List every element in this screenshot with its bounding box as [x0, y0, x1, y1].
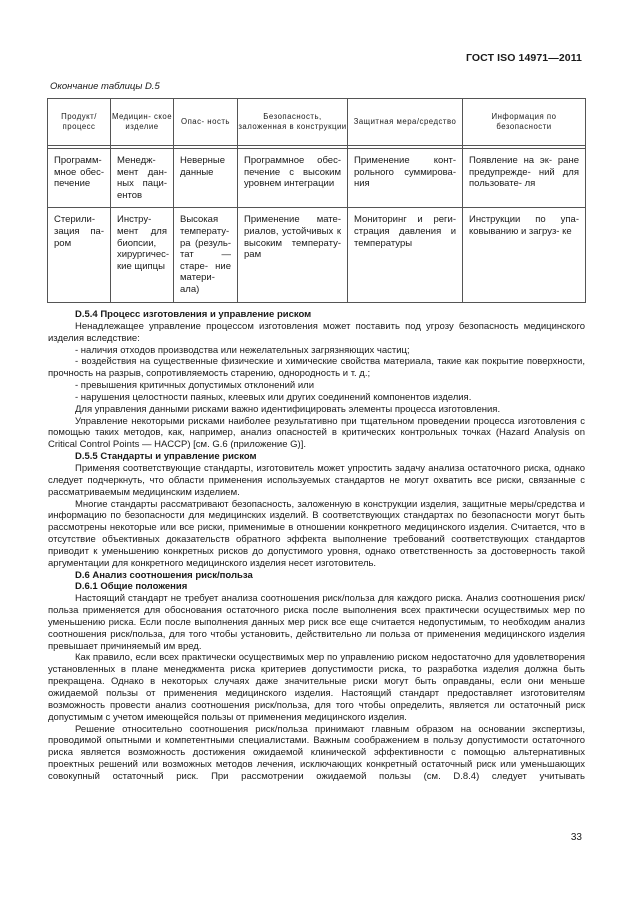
table-cell: Инстру- мент для биопсии, хирургичес- кие щипцы — [111, 208, 174, 302]
table-cell: Применение конт- рольного суммирова- ния — [348, 149, 463, 208]
table-cell: Менедж- мент дан- ных паци- ентов — [111, 149, 174, 208]
list-item: - воздействия на существенные физические и химические свойства материала, такие как покрытие поверхности, прочность на разрыв, сопротивляемость старению, однородность и т. д.; — [48, 356, 585, 380]
col-header-protective-measure: Защитная мера/средство — [348, 99, 463, 146]
document-body — [48, 309, 585, 783]
table-row — [48, 208, 586, 302]
col-header-hazard: Опас- ность — [174, 99, 238, 146]
standard-designation: ГОСТ ISO 14971—2011 — [465, 52, 582, 64]
table-cell: Программ- мное обес- печение — [48, 149, 111, 208]
section-heading: D.6.1 Общие положения — [75, 581, 188, 593]
table-row — [48, 149, 586, 208]
list-item: - превышения критичных допустимых отклонений или — [75, 380, 315, 392]
section-heading: D.5.5 Стандарты и управление риском — [75, 451, 257, 463]
paragraph: Многие стандарты рассматривают безопасность, заложенную в конструкции изделия, защитные меры/средства и информацию по безопасности для медицинских изделий. В соответствующих стандартах по безопасности могут быть рассмотрены некоторые или все риски, применимые в отношении конкретного медицинского изделия. Считается, что в отсутствие объективных доказательств обратного эффекта выполнение требований соответствующих стандартов приводит к уменьшению конкретных рисков до допустимого уровня, однако ответственность за достоверность такой аргументации для конкретного медицинского изделия несет изготовитель. — [48, 498, 585, 569]
paragraph: Применяя соответствующие стандарты, изготовитель может упростить задачу анализа остаточного риска, однако следует подчеркнуть, что области применения используемых стандартов не могут охватить все риски, связанные с рассматриваемым медицинским изделием. — [48, 462, 585, 498]
col-header-device: Медицин- ское изделие — [111, 99, 174, 146]
paragraph: Для управления данными рисками важно идентифицировать элементы процесса изготовления. — [75, 403, 501, 415]
table-cell: Неверные данные — [174, 149, 238, 208]
col-header-design-safety: Безопасность, заложенная в конструкции — [238, 99, 348, 146]
section-heading: D.5.4 Процесс изготовления и управление риском — [75, 309, 312, 320]
hazard-table — [47, 98, 586, 303]
list-item: - нарушения целостности паяных, клеевых или других соединений компонентов изделия. — [75, 391, 472, 403]
table-cell: Высокая температу- ра (резуль- тат — старе- ние матери- ала) — [174, 208, 238, 302]
paragraph: Управление некоторыми рисками наиболее результативно при тщательном проведении процесса изготовления с помощью таких методов, как, например, анализ опасностей в критических контрольных точках (Hazard Analysis on Critical Control Points — HACCP) [см. G.6 (приложение G)]. — [48, 415, 585, 451]
paragraph: Как правило, если всех практически осуществимых мер по управлению риском недостаточно для удовлетворения установленных в плане менеджмента риска критериев допустимости риска, то разработка изделия должна быть прекращена. Однако в некоторых случаях даже значительные риски могут быть оправданы, если они меньше ожидаемой пользы от применения медицинского изделия. Настоящий стандарт предоставляет изготовителям возможность провести анализ соотношения риск/польза, для того чтобы определить, является ли остаточный риск допустимым с учетом имеющейся пользы от применения медицинского изделия. — [48, 652, 585, 723]
table-cell: Появление на эк- ране предупрежде- ний для пользовате- ля — [463, 149, 586, 208]
paragraph: Ненадлежащее управление процессом изготовления может поставить под угрозу безопасность медицинского изделия вследствие: — [48, 320, 585, 344]
table-cell: Инструкции по упа- ковыванию и загруз- ке — [463, 208, 586, 302]
col-header-safety-info: Информация по безопасности — [463, 99, 586, 146]
table-cell: Стерили- зация па- ром — [48, 208, 111, 302]
table-cell: Программное обес- печение с высоким уровнем интеграции — [238, 149, 348, 208]
page-number: 33 — [570, 832, 582, 843]
table-cell: Мониторинг и реги- страция давления и температуры — [348, 208, 463, 302]
list-item: - наличия отходов производства или нежелательных загрязняющих частиц; — [75, 344, 410, 356]
paragraph: Решение относительно соотношения риск/польза принимают главным образом на основании экспертизы, проводимой опытными и компетентными специалистами. Важным соображением в пользу допустимости остаточного риска является возможность достижения ожидаемой клинической эффективности с помощью альтернативных проектных решений или возможных методов лечения, исключающих конкретный остаточный риск или уменьшающих совокупный остаточный риск. При рассмотрении ожидаемой пользы (см. D.8.4) следует учитывать — [48, 723, 585, 782]
col-header-product: Продукт/ процесс — [48, 99, 111, 146]
table-caption: Окончание таблицы D.5 — [50, 81, 160, 92]
section-heading: D.6 Анализ соотношения риск/польза — [75, 569, 253, 581]
paragraph: Настоящий стандарт не требует анализа соотношения риск/польза для каждого риска. Анализ соотношения риск/польза применяется для обоснования остаточного риска после выполнения всех практически осуществимых мер по уменьшению риска. Если после выполнения данных мер риск все еще считается недопустимым, то необходим анализ соотношения риск/польза, для того чтобы установить, действительно ли польза от применения медицинского изделия превышает причиняемый им вред. — [48, 593, 585, 652]
table-cell: Применение мате- риалов, устойчивых к высоким температу- рам — [238, 208, 348, 302]
table-header-row — [48, 99, 586, 146]
